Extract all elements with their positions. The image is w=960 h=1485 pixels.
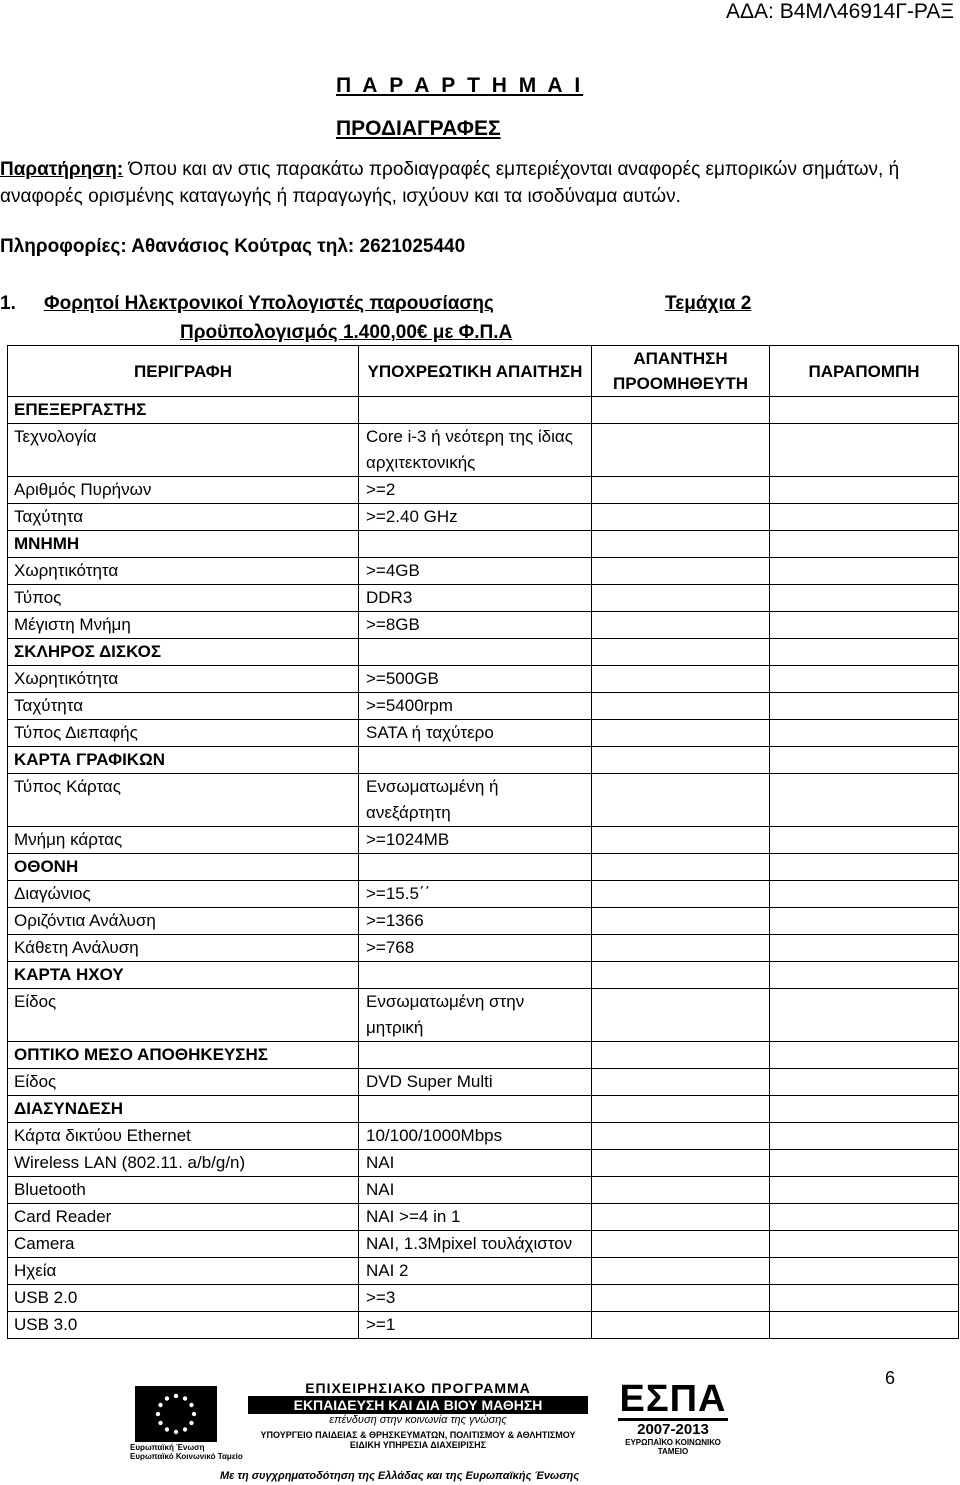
table-header-row: [8, 346, 959, 397]
table-row: [8, 477, 959, 504]
spec-description: USB 3.0: [8, 1312, 359, 1339]
supplier-answer-cell: [592, 1312, 770, 1339]
table-row: [8, 1285, 959, 1312]
supplier-answer-cell: [592, 1285, 770, 1312]
table-row: [8, 1069, 959, 1096]
supplier-answer-cell: [592, 747, 770, 774]
section-number: 1.: [0, 293, 16, 314]
spec-requirement: [359, 1096, 592, 1123]
supplier-answer-cell: [592, 1231, 770, 1258]
reference-cell: [770, 558, 959, 585]
table-row: [8, 827, 959, 854]
reference-cell: [770, 1258, 959, 1285]
spec-requirement: [359, 747, 592, 774]
ada-code: ΑΔΑ: Β4ΜΛ46914Γ-ΡΑΞ: [726, 0, 954, 23]
table-row: [8, 504, 959, 531]
supplier-answer-cell: [592, 397, 770, 424]
espa-logo: [618, 1380, 728, 1456]
reference-cell: [770, 585, 959, 612]
reference-cell: [770, 1312, 959, 1339]
spec-table-body: [8, 397, 959, 1339]
supplier-answer-cell: [592, 639, 770, 666]
reference-cell: [770, 881, 959, 908]
section-name: Φορητοί Ηλεκτρονικοί Υπολογιστές παρουσίασης: [44, 293, 494, 314]
supplier-answer-cell: [592, 720, 770, 747]
spec-requirement: 10/100/1000Mbps: [359, 1123, 592, 1150]
table-row: [8, 666, 959, 693]
table-row: [8, 585, 959, 612]
esf-label: Ευρωπαϊκό Κοινωνικό Ταμείο: [130, 1452, 243, 1461]
supplier-answer-cell: [592, 424, 770, 477]
supplier-answer-cell: [592, 989, 770, 1042]
managing-authority: ΕΙΔΙΚΗ ΥΠΗΡΕΣΙΑ ΔΙΑΧΕΙΡΙΣΗΣ: [349, 1440, 487, 1450]
spec-description: Wireless LAN (802.11. a/b/g/n): [8, 1150, 359, 1177]
spec-description: Μέγιστη Μνήμη: [8, 612, 359, 639]
header-requirement: ΥΠΟΧΡΕΩΤΙΚΗ ΑΠΑΙΤΗΣΗ: [359, 346, 592, 397]
funding-footer: [0, 1378, 960, 1485]
contact-info: Πληροφορίες: Αθανάσιος Κούτρας τηλ: 2621025440: [0, 236, 466, 257]
spec-requirement: ΝΑΙ: [359, 1177, 592, 1204]
eu-caption: [130, 1443, 243, 1461]
supplier-answer-cell: [592, 612, 770, 639]
reference-cell: [770, 1069, 959, 1096]
spec-description: Οριζόντια Ανάλυση: [8, 908, 359, 935]
category-row: [8, 747, 959, 774]
category-row: [8, 962, 959, 989]
table-row: [8, 1231, 959, 1258]
supplier-answer-cell: [592, 504, 770, 531]
reference-cell: [770, 747, 959, 774]
specs-title: ΠΡΟΔΙΑΓΡΑΦΕΣ: [336, 117, 501, 140]
annex-title: Π Α Ρ Α Ρ Τ Η Μ Α Ι: [336, 74, 584, 97]
note-text: Όπου και αν στις παρακάτω προδιαγραφές εμπεριέχονται αναφορές εμπορικών σημάτων, ή αναφορές ορισμένης καταγωγής ή παραγωγής, ισχύουν και τα ισοδύναμα αυτών.: [0, 159, 900, 207]
table-row: [8, 1312, 959, 1339]
reference-cell: [770, 908, 959, 935]
spec-requirement: [359, 962, 592, 989]
table-row: [8, 774, 959, 827]
section-budget: Προϋπολογισμός 1.400,00€ με Φ.Π.Α: [180, 322, 513, 343]
category-row: [8, 639, 959, 666]
supplier-answer-cell: [592, 666, 770, 693]
spec-description: Τύπος: [8, 585, 359, 612]
table-row: [8, 612, 959, 639]
reference-cell: [770, 1123, 959, 1150]
category-label: ΔΙΑΣΥΝΔΕΣΗ: [8, 1096, 359, 1123]
spec-description: Τύπος Διεπαφής: [8, 720, 359, 747]
eu-flag-icon: [135, 1386, 217, 1442]
reference-cell: [770, 612, 959, 639]
supplier-answer-cell: [592, 693, 770, 720]
spec-requirement: DDR3: [359, 585, 592, 612]
spec-description: USB 2.0: [8, 1285, 359, 1312]
spec-description: Είδος: [8, 1069, 359, 1096]
header-reference: ΠΑΡΑΠΟΜΠΗ: [770, 346, 959, 397]
spec-description: Διαγώνιος: [8, 881, 359, 908]
supplier-answer-cell: [592, 774, 770, 827]
supplier-answer-cell: [592, 1150, 770, 1177]
reference-cell: [770, 397, 959, 424]
reference-cell: [770, 531, 959, 558]
spec-requirement: DVD Super Multi: [359, 1069, 592, 1096]
supplier-answer-cell: [592, 558, 770, 585]
table-row: [8, 1258, 959, 1285]
category-row: [8, 854, 959, 881]
supplier-answer-cell: [592, 881, 770, 908]
table-row: [8, 558, 959, 585]
spec-description: Κάθετη Ανάλυση: [8, 935, 359, 962]
spec-requirement: >=1366: [359, 908, 592, 935]
supplier-answer-cell: [592, 1204, 770, 1231]
table-row: [8, 935, 959, 962]
category-label: ΕΠΕΞΕΡΓΑΣΤΗΣ: [8, 397, 359, 424]
reference-cell: [770, 962, 959, 989]
supplier-answer-cell: [592, 531, 770, 558]
table-row: [8, 1150, 959, 1177]
reference-cell: [770, 1042, 959, 1069]
supplier-answer-cell: [592, 1123, 770, 1150]
spec-description: Κάρτα δικτύου Ethernet: [8, 1123, 359, 1150]
spec-requirement: >=768: [359, 935, 592, 962]
spec-requirement: ΝΑΙ 2: [359, 1258, 592, 1285]
category-row: [8, 531, 959, 558]
eu-label: Ευρωπαϊκή Ένωση: [130, 1443, 205, 1452]
spec-description: Bluetooth: [8, 1177, 359, 1204]
category-label: ΜΝΗΜΗ: [8, 531, 359, 558]
reference-cell: [770, 1177, 959, 1204]
reference-cell: [770, 504, 959, 531]
category-label: ΚΑΡΤΑ ΗΧΟΥ: [8, 962, 359, 989]
table-row: [8, 1123, 959, 1150]
category-label: ΣΚΛΗΡΟΣ ΔΙΣΚΟΣ: [8, 639, 359, 666]
note-label: Παρατήρηση:: [0, 159, 124, 180]
espa-fund: ΕΥΡΩΠΑΪΚΟ ΚΟΙΝΩΝΙΚΟ ΤΑΜΕΙΟ: [625, 1438, 721, 1456]
reference-cell: [770, 639, 959, 666]
supplier-answer-cell: [592, 585, 770, 612]
supplier-answer-cell: [592, 1096, 770, 1123]
supplier-answer-cell: [592, 1258, 770, 1285]
reference-cell: [770, 989, 959, 1042]
category-row: [8, 1042, 959, 1069]
note-paragraph: [0, 156, 940, 210]
supplier-answer-cell: [592, 908, 770, 935]
spec-requirement: ΝΑΙ, 1.3Mpixel τουλάχιστον: [359, 1231, 592, 1258]
reference-cell: [770, 774, 959, 827]
category-label: ΟΠΤΙΚΟ ΜΕΣΟ ΑΠΟΘΗΚΕΥΣΗΣ: [8, 1042, 359, 1069]
spec-requirement: [359, 397, 592, 424]
reference-cell: [770, 935, 959, 962]
spec-requirement: >=1: [359, 1312, 592, 1339]
spec-requirement: Core i-3 ή νεότερη της ίδιας αρχιτεκτονικής: [359, 424, 592, 477]
table-row: [8, 720, 959, 747]
reference-cell: [770, 854, 959, 881]
reference-cell: [770, 693, 959, 720]
supplier-answer-cell: [592, 1069, 770, 1096]
reference-cell: [770, 666, 959, 693]
program-name: ΕΚΠΑΙΔΕΥΣΗ ΚΑΙ ΔΙΑ ΒΙΟΥ ΜΑΘΗΣΗ: [248, 1396, 588, 1414]
supplier-answer-cell: [592, 935, 770, 962]
spec-requirement: ΝΑΙ >=4 in 1: [359, 1204, 592, 1231]
reference-cell: [770, 1096, 959, 1123]
spec-description: Αριθμός Πυρήνων: [8, 477, 359, 504]
spec-description: Χωρητικότητα: [8, 558, 359, 585]
spec-description: Τύπος Κάρτας: [8, 774, 359, 827]
spec-description: Camera: [8, 1231, 359, 1258]
table-row: [8, 1204, 959, 1231]
spec-requirement: >=2.40 GHz: [359, 504, 592, 531]
supplier-answer-cell: [592, 854, 770, 881]
supplier-answer-cell: [592, 1042, 770, 1069]
spec-table: [7, 345, 959, 1339]
reference-cell: [770, 1285, 959, 1312]
program-slogan: επένδυση στην κοινωνία της γνώσης: [329, 1414, 507, 1426]
table-row: [8, 693, 959, 720]
spec-requirement: SATA ή ταχύτερο: [359, 720, 592, 747]
spec-description: Μνήμη κάρτας: [8, 827, 359, 854]
table-row: [8, 424, 959, 477]
reference-cell: [770, 424, 959, 477]
supplier-answer-cell: [592, 827, 770, 854]
spec-description: Είδος: [8, 989, 359, 1042]
spec-description: Ταχύτητα: [8, 504, 359, 531]
table-row: [8, 989, 959, 1042]
page-number: 6: [885, 1368, 896, 1388]
espa-years: 2007-2013: [618, 1418, 728, 1438]
category-row: [8, 1096, 959, 1123]
program-title: ΕΠΙΧΕΙΡΗΣΙΑΚΟ ΠΡΟΓΡΑΜΜΑ: [305, 1380, 531, 1396]
operational-program-logo: [248, 1380, 588, 1450]
spec-requirement: [359, 854, 592, 881]
category-label: ΚΑΡΤΑ ΓΡΑΦΙΚΩΝ: [8, 747, 359, 774]
spec-requirement: >=2: [359, 477, 592, 504]
table-row: [8, 908, 959, 935]
header-description: ΠΕΡΙΓΡΑΦΗ: [8, 346, 359, 397]
reference-cell: [770, 827, 959, 854]
spec-requirement: Ενσωματωμένη ή ανεξάρτητη: [359, 774, 592, 827]
spec-description: Card Reader: [8, 1204, 359, 1231]
table-row: [8, 1177, 959, 1204]
spec-requirement: ΝΑΙ: [359, 1150, 592, 1177]
spec-description: Ταχύτητα: [8, 693, 359, 720]
category-row: [8, 397, 959, 424]
supplier-answer-cell: [592, 477, 770, 504]
spec-requirement: >=1024MB: [359, 827, 592, 854]
spec-requirement: >=15.5΄΄: [359, 881, 592, 908]
spec-requirement: Ενσωματωμένη στην μητρική: [359, 989, 592, 1042]
spec-requirement: >=3: [359, 1285, 592, 1312]
spec-requirement: [359, 531, 592, 558]
section-quantity: Τεμάχια 2: [665, 293, 752, 314]
spec-description: Χωρητικότητα: [8, 666, 359, 693]
reference-cell: [770, 1150, 959, 1177]
spec-requirement: [359, 639, 592, 666]
spec-description: Τεχνολογία: [8, 424, 359, 477]
reference-cell: [770, 720, 959, 747]
spec-requirement: >=500GB: [359, 666, 592, 693]
reference-cell: [770, 477, 959, 504]
header-supplier-answer: ΑΠΑΝΤΗΣΗ ΠΡΟΟΜΗΘΕΥΤΗ: [592, 346, 770, 397]
spec-requirement: [359, 1042, 592, 1069]
supplier-answer-cell: [592, 962, 770, 989]
spec-description: Ηχεία: [8, 1258, 359, 1285]
supplier-answer-cell: [592, 1177, 770, 1204]
table-row: [8, 881, 959, 908]
spec-requirement: >=8GB: [359, 612, 592, 639]
ministry-name: ΥΠΟΥΡΓΕΙΟ ΠΑΙΔΕΙΑΣ & ΘΡΗΣΚΕΥΜΑΤΩΝ, ΠΟΛΙΤΙΣΜΟΥ & ΑΘΛΗΤΙΣΜΟΥ: [260, 1430, 576, 1440]
category-label: ΟΘΟΝΗ: [8, 854, 359, 881]
reference-cell: [770, 1231, 959, 1258]
reference-cell: [770, 1204, 959, 1231]
spec-requirement: >=4GB: [359, 558, 592, 585]
cofunding-note: Με τη συγχρηματοδότηση της Ελλάδας και της Ευρωπαϊκής Ένωσης: [220, 1470, 580, 1482]
espa-wordmark: ΕΣΠΑ: [619, 1378, 727, 1420]
spec-requirement: >=5400rpm: [359, 693, 592, 720]
